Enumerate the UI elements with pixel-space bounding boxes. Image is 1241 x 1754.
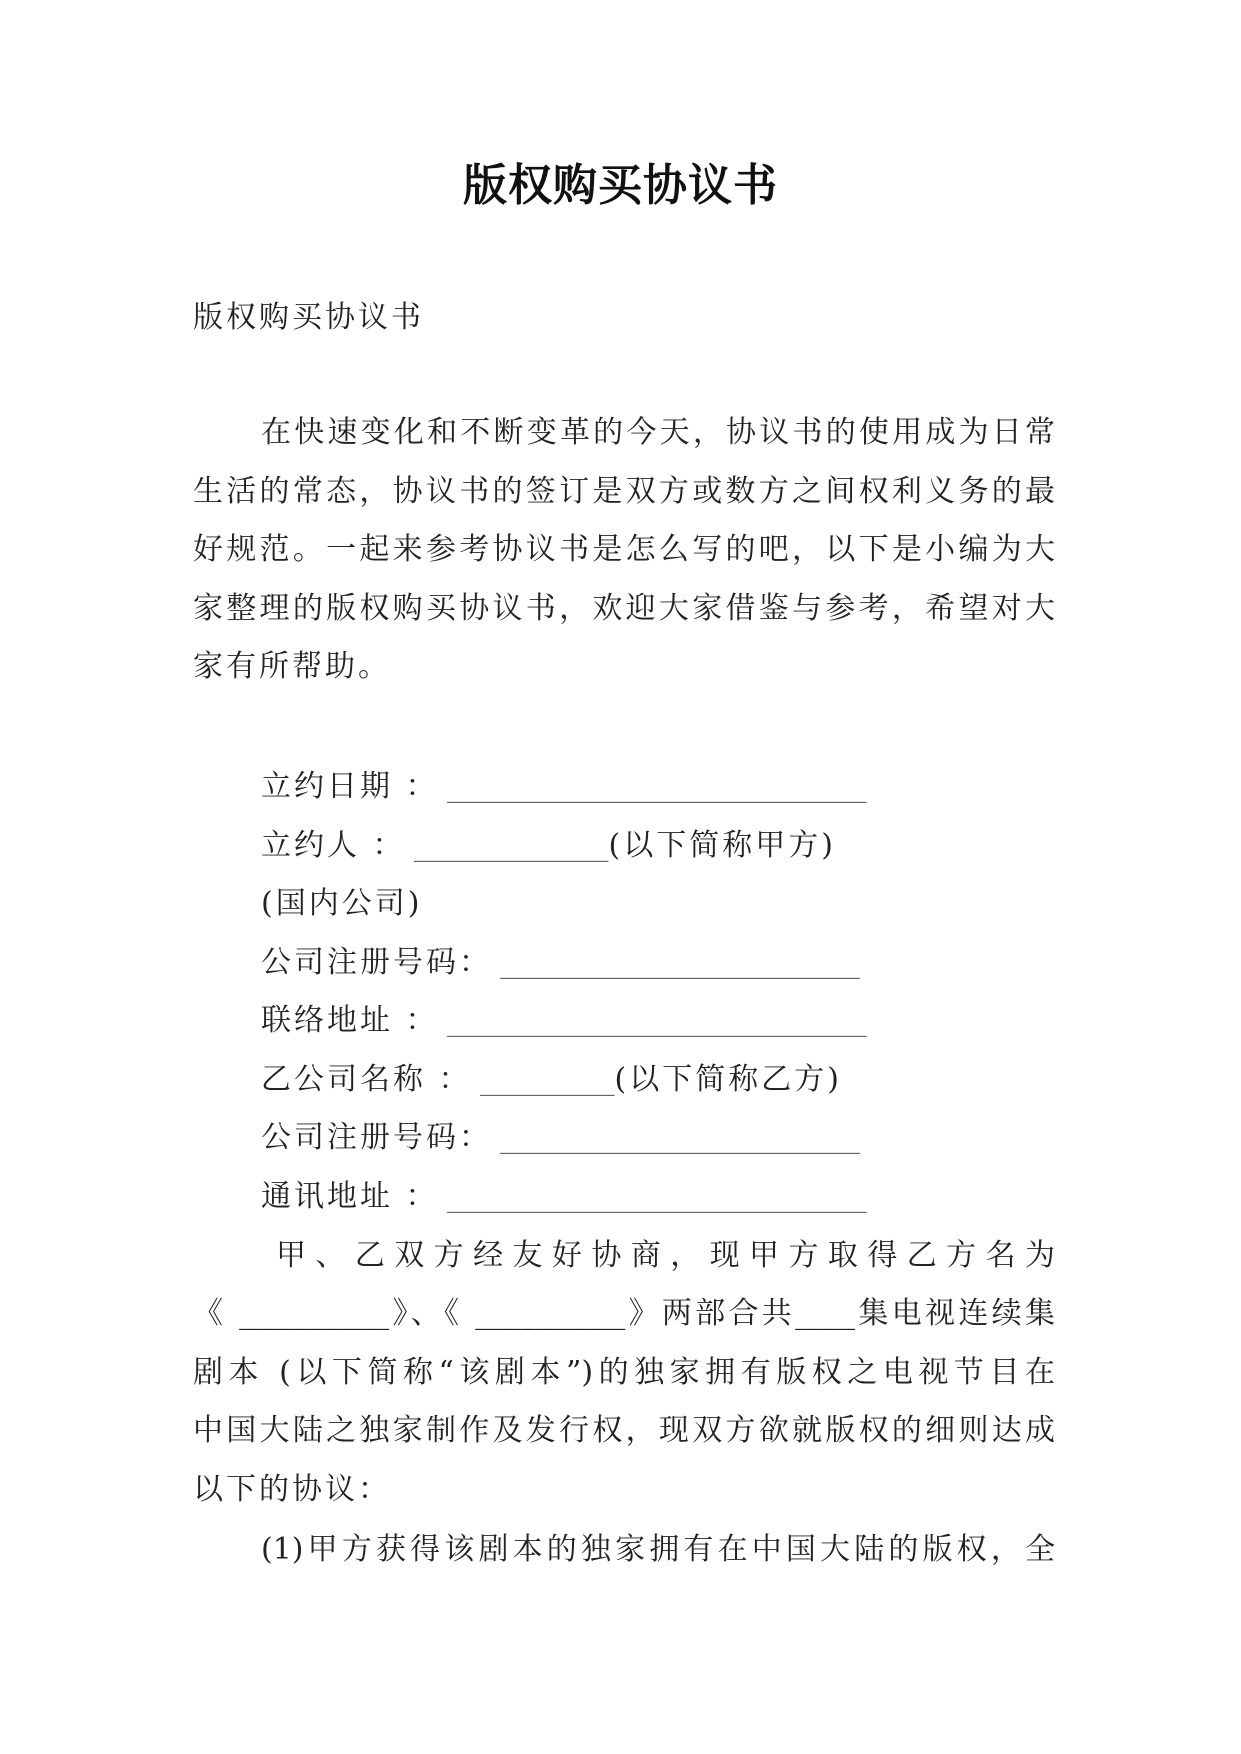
party-a-type: (国内公司) [261,886,423,921]
party-b-registration-label: 公司注册号码： [261,1120,492,1155]
party-a-blank: _____________ [413,828,609,863]
document-title: 版权购买协议书 [463,160,778,211]
agreement-line: 甲、乙双方经友好协商，现甲方取得乙方名为 [276,1238,1055,1273]
clause-1-line: (1)甲方获得该剧本的独家拥有在中国大陆的版权，全 [261,1532,1055,1567]
document-heading: 版权购买协议书 [193,300,424,335]
signing-date-blank: ____________________________ [446,769,867,804]
party-a-registration-blank: ________________________ [500,945,860,980]
intro-line: 在快速变化和不断变革的今天，协议书的使用成为日常 [261,415,1055,450]
party-b-label: 乙公司名称 ： [261,1062,472,1097]
party-b-registration-blank: ________________________ [500,1120,860,1155]
party-a-registration-label: 公司注册号码： [261,945,492,980]
party-a-address-blank: ____________________________ [446,1003,867,1038]
party-a-suffix: (以下简称甲方) [608,828,836,863]
party-a-label: 立约人 ： [261,828,406,863]
signing-date-label: 立约日期 ： [261,769,439,804]
form-row-party-b [261,1058,1055,1102]
form-row-party-a-registration [261,941,1055,985]
agreement-line: 中国大陆之独家制作及发行权，现双方欲就版权的细则达成 [193,1413,1055,1448]
form-row-party-b-registration [261,1116,1055,1160]
form-row-party-b-address [261,1175,1055,1219]
party-b-blank: _________ [479,1062,615,1097]
party-b-address-label: 通讯地址 ： [261,1179,439,1214]
party-b-suffix: (以下简称乙方) [614,1062,842,1097]
form-row-signing-date [261,765,1055,809]
party-a-address-label: 联络地址 ： [261,1003,439,1038]
intro-line: 好规范。一起来参考协议书是怎么写的吧，以下是小编为大 [193,532,1055,567]
intro-line: 家有所帮助。 [193,649,391,684]
form-row-party-a-address [261,999,1055,1043]
intro-line: 家整理的版权购买协议书，欢迎大家借鉴与参考，希望对大 [193,591,1055,626]
agreement-line: 剧本 (以下简称“该剧本”)的独家拥有版权之电视节目在 [193,1355,1055,1390]
party-b-address-blank: ____________________________ [446,1179,867,1214]
agreement-line: 《 __________》、《 __________》两部合共____集电视连续集 [193,1296,1055,1331]
form-row-party-a-type [261,882,1055,926]
agreement-line: 以下的协议： [193,1472,391,1507]
intro-line: 生活的常态，协议书的签订是双方或数方之间权利义务的最 [193,474,1055,509]
form-row-party-a [261,824,1055,868]
